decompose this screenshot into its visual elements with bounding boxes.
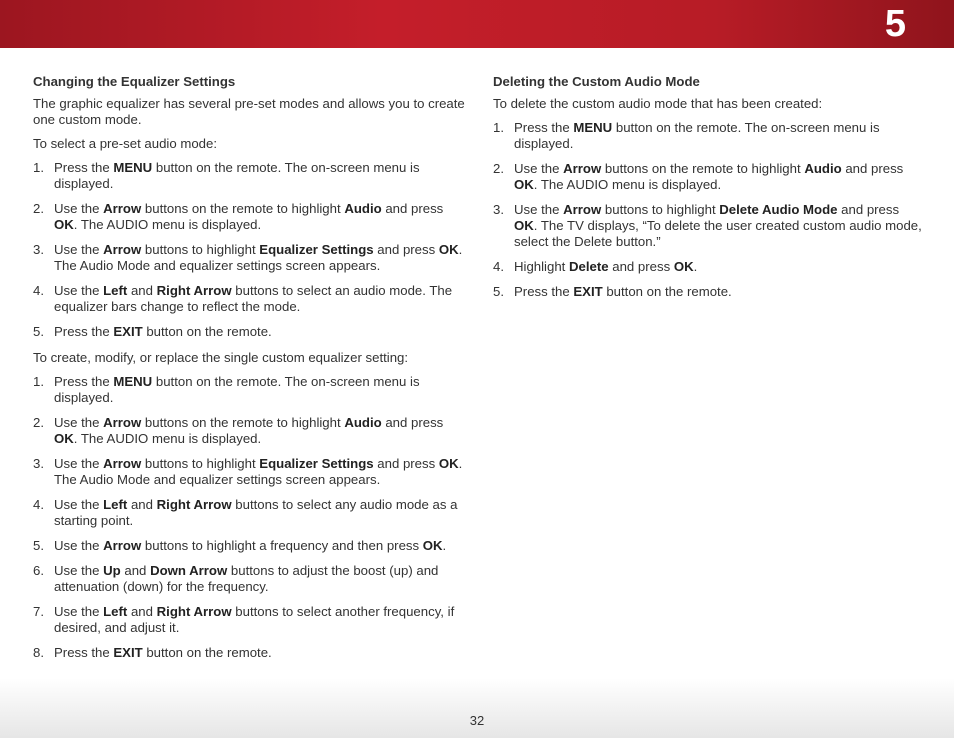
step-number: 5. [33, 324, 44, 339]
step-item [33, 160, 465, 192]
step-text: and press [373, 242, 439, 257]
step-text: buttons to highlight a frequency and then press [141, 538, 423, 553]
step-item [493, 120, 925, 152]
step-number: 4. [493, 259, 504, 274]
step-keyword: Right Arrow [156, 497, 232, 512]
step-text: buttons to highlight [141, 456, 260, 471]
section-heading-equalizer: Changing the Equalizer Settings [33, 74, 236, 89]
step-text: and press [381, 201, 444, 216]
step-keyword: MENU [113, 160, 153, 175]
preset-steps-list [33, 160, 465, 340]
custom-intro: To create, modify, or replace the single custom equalizer setting: [33, 350, 409, 365]
step-text: Use the [54, 497, 104, 512]
step-text: Use the [54, 201, 104, 216]
step-text: Highlight [514, 259, 569, 274]
step-keyword: OK [422, 538, 443, 553]
step-text: buttons on the remote to highlight [601, 161, 805, 176]
step-item [493, 161, 925, 193]
step-text: . The AUDIO menu is displayed. [73, 431, 262, 446]
step-text: Use the [54, 242, 104, 257]
step-keyword: Down Arrow [150, 563, 228, 578]
step-number: 2. [33, 201, 44, 216]
step-text: and press [608, 259, 674, 274]
step-number: 4. [33, 283, 44, 298]
step-keyword: Arrow [103, 415, 142, 430]
step-text: buttons on the remote to highlight [141, 415, 345, 430]
step-keyword: OK [514, 218, 534, 233]
step-item [33, 201, 465, 233]
step-keyword: OK [438, 456, 459, 471]
step-text: and [120, 563, 151, 578]
section-heading-delete: Deleting the Custom Audio Mode [493, 74, 700, 89]
step-keyword: Left [103, 283, 128, 298]
step-keyword: MENU [113, 374, 153, 389]
step-number: 3. [33, 242, 44, 257]
step-keyword: Delete Audio Mode [719, 202, 838, 217]
step-keyword: OK [54, 431, 74, 446]
step-text: and press [837, 202, 900, 217]
step-text: Press the [514, 284, 574, 299]
step-text: button on the remote. [142, 645, 272, 660]
step-item [33, 283, 465, 315]
step-item [33, 374, 465, 406]
step-keyword: Audio [344, 415, 382, 430]
step-number: 3. [33, 456, 44, 471]
step-text: Press the [54, 324, 114, 339]
step-keyword: Equalizer Settings [259, 456, 374, 471]
step-text: . [442, 538, 447, 553]
step-text: . [693, 259, 698, 274]
step-text: Use the [514, 161, 564, 176]
step-keyword: Audio [804, 161, 842, 176]
preset-intro: To select a pre-set audio mode: [33, 136, 217, 151]
step-text: buttons to highlight [601, 202, 720, 217]
step-keyword: Left [103, 497, 128, 512]
step-text: Press the [54, 374, 114, 389]
step-number: 3. [493, 202, 504, 217]
step-text: Press the [54, 645, 114, 660]
step-keyword: Arrow [103, 456, 142, 471]
custom-steps-list [33, 374, 465, 661]
step-text: Use the [54, 415, 104, 430]
step-text: Use the [54, 604, 104, 619]
step-number: 5. [33, 538, 44, 553]
step-number: 4. [33, 497, 44, 512]
step-text: Press the [514, 120, 574, 135]
step-text: and press [841, 161, 904, 176]
step-text: buttons to highlight [141, 242, 260, 257]
step-keyword: Delete [568, 259, 609, 274]
step-text: Use the [54, 538, 104, 553]
step-item [33, 324, 465, 340]
step-text: . The AUDIO menu is displayed. [533, 177, 722, 192]
step-keyword: OK [54, 217, 74, 232]
step-item [33, 604, 465, 636]
step-item [33, 415, 465, 447]
step-text: and [127, 604, 157, 619]
step-number: 2. [33, 415, 44, 430]
step-text: and [127, 283, 157, 298]
chapter-number: 5 [884, 3, 906, 45]
step-text: Use the [54, 456, 104, 471]
step-keyword: OK [514, 177, 534, 192]
step-item [33, 242, 465, 274]
step-text: Press the [54, 160, 114, 175]
step-text: and [127, 497, 157, 512]
delete-intro: To delete the custom audio mode that has been created: [493, 96, 823, 111]
step-keyword: Up [103, 563, 121, 578]
step-text: and press [381, 415, 444, 430]
step-keyword: Arrow [563, 161, 602, 176]
step-text: button on the remote. [602, 284, 732, 299]
step-keyword: Right Arrow [156, 604, 232, 619]
step-number: 1. [493, 120, 504, 135]
step-text: . The Audio Mode and equalizer settings screen appears. [54, 456, 463, 487]
step-keyword: Arrow [563, 202, 602, 217]
step-text: Use the [54, 563, 104, 578]
step-text: Use the [54, 283, 104, 298]
delete-steps-list [493, 120, 925, 300]
step-keyword: MENU [573, 120, 613, 135]
step-text: . The TV displays, “To delete the user created custom audio mode, select the Delete button.” [514, 218, 922, 249]
step-text: . The AUDIO menu is displayed. [73, 217, 262, 232]
step-item [33, 538, 465, 554]
step-number: 7. [33, 604, 44, 619]
left-column [33, 74, 465, 671]
footer-band [0, 678, 954, 738]
step-item [33, 563, 465, 595]
step-number: 6. [33, 563, 44, 578]
step-keyword: Arrow [103, 242, 142, 257]
step-text: buttons to select any audio mode as a starting point. [54, 497, 458, 528]
step-item [493, 284, 925, 300]
step-item [33, 497, 465, 529]
step-keyword: Left [103, 604, 128, 619]
step-keyword: OK [438, 242, 459, 257]
step-text: buttons to select another frequency, if desired, and adjust it. [54, 604, 455, 635]
step-number: 2. [493, 161, 504, 176]
step-keyword: Arrow [103, 538, 142, 553]
step-keyword: Audio [344, 201, 382, 216]
page-number: 32 [469, 713, 485, 728]
step-keyword: Equalizer Settings [259, 242, 374, 257]
step-text: button on the remote. [142, 324, 272, 339]
step-text: Use the [514, 202, 564, 217]
step-item [493, 259, 925, 275]
step-keyword: OK [673, 259, 694, 274]
step-keyword: EXIT [113, 324, 143, 339]
step-number: 1. [33, 160, 44, 175]
right-column [493, 74, 925, 310]
step-keyword: Right Arrow [156, 283, 232, 298]
step-text: button on the remote. The on-screen menu is displayed. [514, 120, 880, 151]
step-text: . The Audio Mode and equalizer settings screen appears. [54, 242, 463, 273]
step-text: and press [373, 456, 439, 471]
step-keyword: EXIT [113, 645, 143, 660]
step-text: buttons on the remote to highlight [141, 201, 345, 216]
step-number: 5. [493, 284, 504, 299]
step-text: buttons to adjust the boost (up) and attenuation (down) for the frequency. [54, 563, 439, 594]
header-band [0, 0, 954, 48]
step-item [493, 202, 925, 250]
step-keyword: Arrow [103, 201, 142, 216]
step-text: button on the remote. The on-screen menu is displayed. [54, 160, 420, 191]
step-number: 1. [33, 374, 44, 389]
step-item [33, 456, 465, 488]
intro-paragraph: The graphic equalizer has several pre-set modes and allows you to create one custom mode. [33, 96, 465, 127]
step-keyword: EXIT [573, 284, 603, 299]
step-number: 8. [33, 645, 44, 660]
step-text: buttons to select an audio mode. The equalizer bars change to reflect the mode. [54, 283, 453, 314]
step-text: button on the remote. The on-screen menu is displayed. [54, 374, 420, 405]
step-item [33, 645, 465, 661]
